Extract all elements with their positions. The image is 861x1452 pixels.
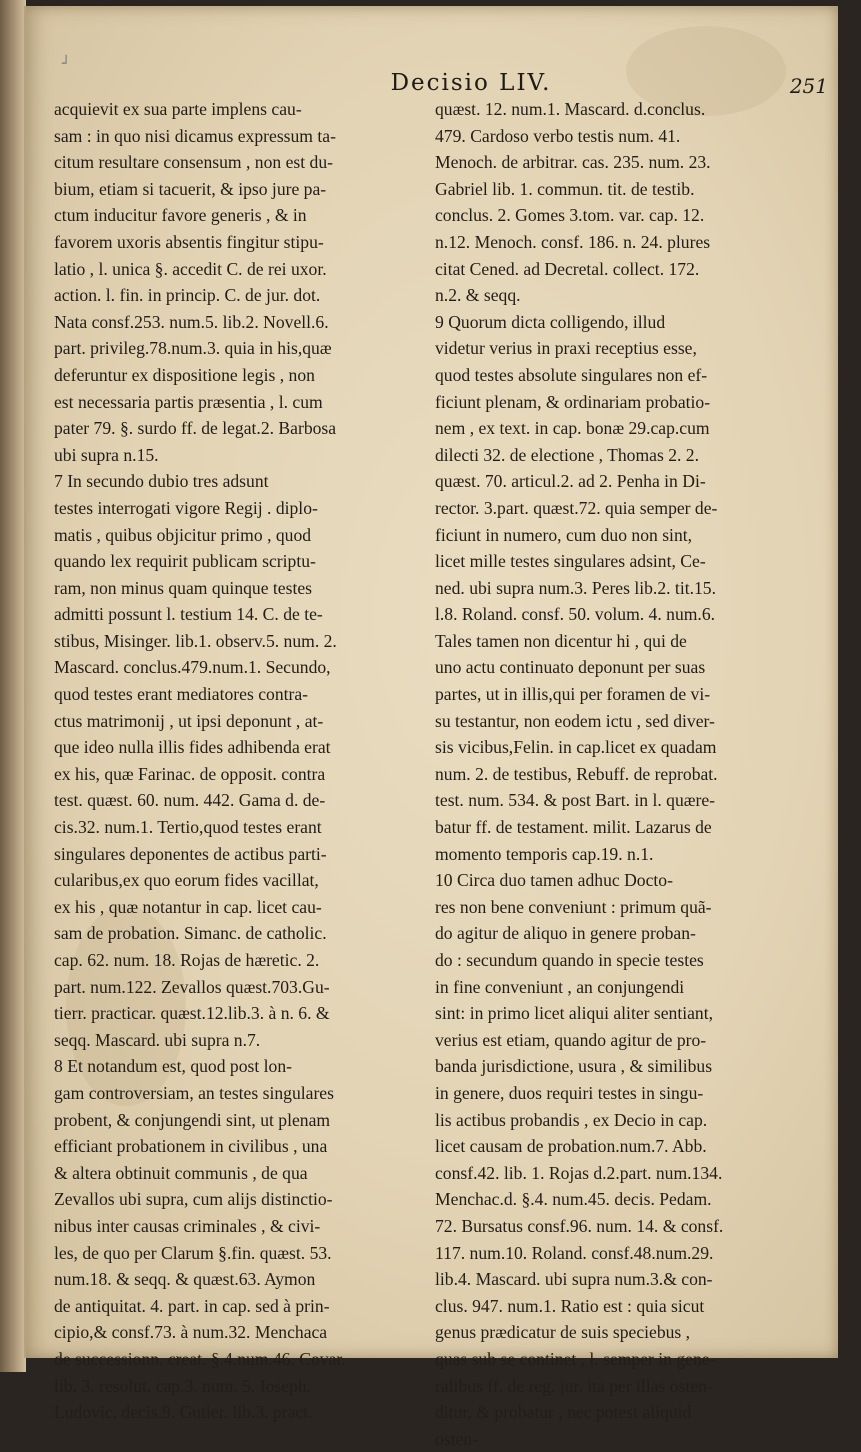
text-line: test. quæst. 60. num. 442. Gama d. de- — [54, 790, 326, 811]
text-line: & altera obtinuit communis , de qua — [54, 1162, 308, 1183]
text-line: quas sub se continet , l. semper in gene- — [435, 1348, 716, 1369]
text-line: licet mille testes singulares adsint, Ce- — [435, 551, 706, 572]
text-line: sis vicibus,Felin. in cap.licet ex quadam — [435, 737, 717, 758]
text-line: citat Cened. ad Decretal. collect. 172. — [435, 258, 700, 279]
text-line: ctus matrimonij , ut ipsi deponunt , at- — [54, 710, 324, 731]
text-line: videtur verius in praxi receptius esse, — [435, 338, 697, 359]
left-text-column — [54, 96, 422, 1426]
margin-pencil-mark: ┘ — [62, 56, 71, 72]
text-line: l.8. Roland. consf. 50. volum. 4. num.6. — [435, 604, 716, 625]
text-line: est necessaria partis præsentia , l. cum — [54, 391, 323, 412]
text-line: licet causam de probation.num.7. Abb. — [435, 1136, 707, 1157]
text-line: 72. Bursatus consf.96. num. 14. & consf. — [435, 1215, 724, 1236]
text-line: Tales tamen non dicentur hi , qui de — [435, 630, 687, 651]
text-line: part. privileg.78.num.3. quia in his,quæ — [54, 338, 332, 359]
text-line: ex his, quæ Farinac. de opposit. contra — [54, 763, 326, 784]
text-line: quæst. 12. num.1. Mascard. d.conclus. — [435, 99, 706, 119]
text-line: efficiant probationem in civilibus , una — [54, 1136, 328, 1157]
text-line: citum resultare consensum , non est du- — [54, 152, 333, 173]
text-line: ficiunt plenam, & ordinariam probatio- — [435, 391, 711, 412]
text-line: n.2. & seqq. — [435, 285, 521, 306]
running-head: Decisio LIV. — [390, 70, 552, 96]
text-line: les, de quo per Clarum §.fin. quæst. 53. — [54, 1242, 332, 1263]
text-line: cipio,& consf.73. à num.32. Menchaca — [54, 1322, 328, 1343]
text-line: clus. 947. num.1. Ratio est : quia sicut — [435, 1295, 705, 1316]
text-line: probent, & conjungendi sint, ut plenam — [54, 1109, 331, 1130]
text-line: 9 Quorum dicta colligendo, illud — [435, 311, 666, 332]
text-line: part. num.122. Zevallos quæst.703.Gu- — [54, 976, 330, 997]
text-line: gam controversiam, an testes singulares — [54, 1082, 334, 1103]
text-line: Menchac.d. §.4. num.45. decis. Pedam. — [435, 1189, 712, 1210]
text-line: deferuntur ex dispositione legis , non — [54, 364, 315, 385]
text-line: ned. ubi supra num.3. Peres lib.2. tit.15. — [435, 577, 716, 598]
text-line: consf.42. lib. 1. Rojas d.2.part. num.134. — [435, 1162, 723, 1183]
text-line: genus prædicatur de suis speciebus , — [435, 1322, 691, 1343]
text-line: in fine conveniunt , an conjungendi — [435, 976, 685, 997]
text-line: uno actu continuato deponunt per suas — [435, 657, 706, 678]
text-line: momento temporis cap.19. n.1. — [435, 843, 654, 864]
text-line: Gabriel lib. 1. commun. tit. de testib. — [435, 178, 695, 199]
text-line: Zevallos ubi supra, cum alijs distinctio- — [54, 1189, 333, 1210]
text-line: 10 Circa duo tamen adhuc Docto- — [435, 870, 673, 891]
text-line: Ludovic. decis.9. Gutier. lib.3. pract. — [54, 1402, 313, 1423]
text-line: 7 In secundo dubio tres adsunt — [54, 471, 269, 492]
text-line: ctum inducitur favore generis , & in — [54, 205, 307, 226]
right-text-column — [435, 96, 803, 1452]
text-line: lib. 3. resolut. cap.3. num. 5. Ioseph. — [54, 1375, 312, 1396]
text-line: sam de probation. Simanc. de catholic. — [54, 923, 327, 944]
text-line: quæst. 70. articul.2. ad 2. Penha in Di- — [435, 471, 706, 492]
text-line: seqq. Mascard. ubi supra n.7. — [54, 1029, 261, 1050]
text-line: ubi supra n.15. — [54, 444, 159, 465]
text-line: de antiquitat. 4. part. in cap. sed à prin- — [54, 1295, 330, 1316]
text-line: cap. 62. num. 18. Rojas de hæretic. 2. — [54, 950, 320, 970]
text-line: nibus inter causas criminales , & civi- — [54, 1215, 321, 1236]
text-line: cularibus,ex quo eorum fides vacillat, — [54, 870, 319, 891]
text-line: ditur, & probatur , nec potest aliquid — [435, 1402, 692, 1423]
text-line: dilecti 32. de electione , Thomas 2. 2. — [435, 444, 700, 465]
text-line: ficiunt in numero, cum duo non sint, — [435, 524, 693, 545]
text-line: rector. 3.part. quæst.72. quia semper de- — [435, 497, 718, 518]
text-line: ram, non minus quam quinque testes — [54, 577, 313, 598]
text-line: verius est etiam, quando agitur de pro- — [435, 1029, 707, 1050]
text-line: sint: in primo licet aliqui aliter sentiant, — [435, 1003, 714, 1024]
text-line: favorem uxoris absentis fingitur stipu- — [54, 231, 324, 252]
text-line: ralibus ff. de reg. jur. ita per illas osten- — [435, 1375, 713, 1396]
text-line: osten- — [435, 1428, 478, 1449]
text-line: que ideo nulla illis fides adhibenda erat — [54, 737, 331, 758]
text-line: action. l. fin. in princip. C. de jur. dot. — [54, 285, 321, 306]
text-line: 479. Cardoso verbo testis num. 41. — [435, 125, 681, 146]
text-line: admitti possunt l. testium 14. C. de te- — [54, 604, 323, 625]
text-line: stibus, Misinger. lib.1. observ.5. num. 2. — [54, 630, 337, 651]
text-line: test. num. 534. & post Bart. in l. quære- — [435, 790, 716, 811]
text-line: singulares deponentes de actibus parti- — [54, 843, 327, 864]
text-line: de successionn. creat. §.4.num.46. Covar. — [54, 1348, 346, 1369]
text-line: tierr. practicar. quæst.12.lib.3. à n. 6. & — [54, 1003, 330, 1024]
text-line: ex his , quæ notantur in cap. licet cau- — [54, 896, 322, 917]
text-line: quando lex requirit publicam scriptu- — [54, 551, 316, 572]
text-line: nem , ex text. in cap. bonæ 29.cap.cum — [435, 418, 710, 439]
text-line: res non bene conveniunt : primum quã- — [435, 896, 712, 917]
text-line: lis actibus probandis , ex Decio in cap. — [435, 1109, 708, 1130]
text-line: Mascard. conclus.479.num.1. Secundo, — [54, 657, 331, 678]
text-line: matis , quibus objicitur primo , quod — [54, 524, 312, 545]
text-line: lib.4. Mascard. ubi supra num.3.& con- — [435, 1269, 713, 1290]
text-line: bium, etiam si tacuerit, & ipso jure pa- — [54, 178, 327, 199]
page-number: 251 — [789, 74, 828, 98]
text-line: conclus. 2. Gomes 3.tom. var. cap. 12. — [435, 205, 705, 226]
text-line: banda jurisdictione, usura , & similibus — [435, 1056, 713, 1077]
text-line: su testantur, non eodem ictu , sed diver- — [435, 710, 715, 731]
text-line: quod testes absolute singulares non ef- — [435, 364, 708, 385]
text-line: Menoch. de arbitrar. cas. 235. num. 23. — [435, 152, 711, 173]
text-line: 8 Et notandum est, quod post lon- — [54, 1056, 292, 1077]
text-line: sam : in quo nisi dicamus expressum ta- — [54, 125, 336, 146]
text-line: batur ff. de testament. milit. Lazarus de — [435, 817, 712, 838]
text-line: cis.32. num.1. Tertio,quod testes erant — [54, 817, 322, 838]
text-line: do agitur de aliquo in genere proban- — [435, 923, 696, 944]
text-line: testes interrogati vigore Regij . diplo- — [54, 497, 318, 518]
text-line: in genere, duos requiri testes in singu- — [435, 1082, 704, 1103]
text-line: partes, ut in illis,qui per foramen de vi- — [435, 684, 711, 705]
text-line: do : secundum quando in specie testes — [435, 950, 704, 970]
text-line: acquievit ex sua parte implens cau- — [54, 99, 302, 119]
text-line: pater 79. §. surdo ff. de legat.2. Barbosa — [54, 418, 337, 439]
text-line: num.18. & seqq. & quæst.63. Aymon — [54, 1269, 316, 1290]
text-line: Nata consf.253. num.5. lib.2. Novell.6. — [54, 311, 329, 332]
text-line: num. 2. de testibus, Rebuff. de reprobat. — [435, 763, 718, 784]
text-line: 117. num.10. Roland. consf.48.num.29. — [435, 1242, 714, 1263]
left-page-edge — [0, 0, 26, 1372]
text-line: n.12. Menoch. consf. 186. n. 24. plures — [435, 231, 711, 252]
text-line: latio , l. unica §. accedit C. de rei uxor. — [54, 258, 327, 279]
text-line: quod testes erant mediatores contra- — [54, 684, 309, 705]
